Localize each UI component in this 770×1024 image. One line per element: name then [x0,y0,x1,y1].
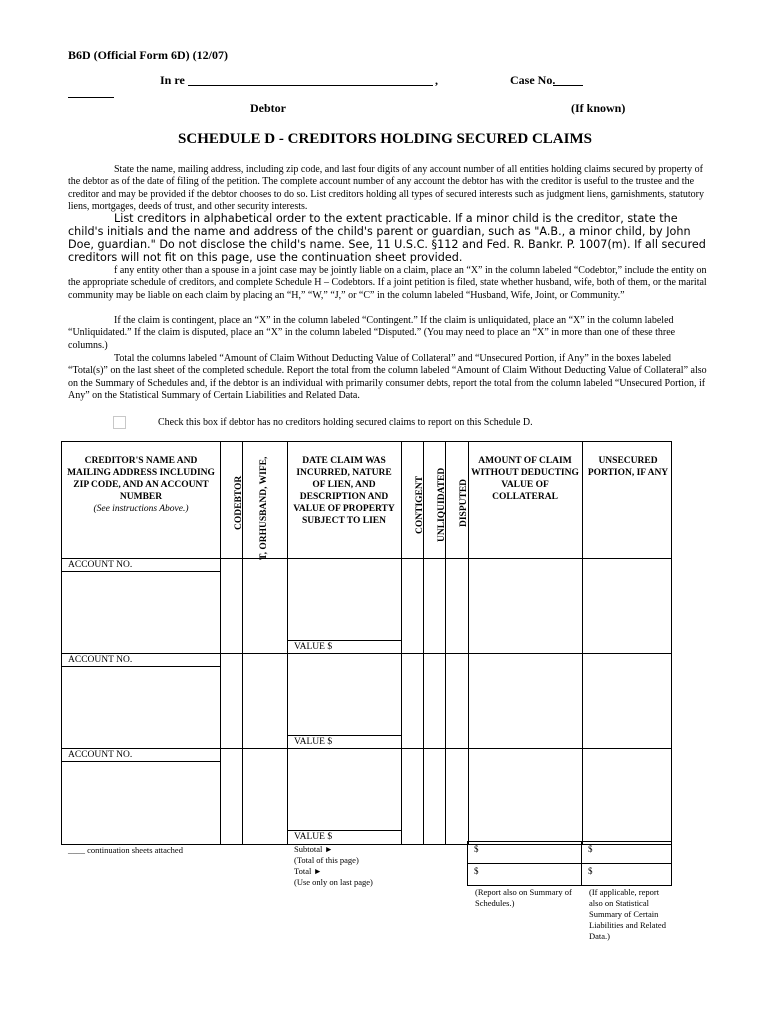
subtotal-unsecured-box[interactable]: $ [581,841,672,864]
continuation-sheets-label: ____ continuation sheets attached [68,845,183,855]
contingent-column-header: CONTIGENT [415,475,425,534]
no-creditors-checkbox[interactable] [113,416,126,429]
total-note: (Use only on last page) [294,877,373,887]
total-label: Total ► [294,866,322,876]
disputed-column-header: DISPUTED [459,478,469,527]
instruction-paragraph-2: List creditors in alphabetical order to the extent practicable. If a minor child is the creditor, state the child's initials and the name and address of the child's parent or guardian, such as "A.B., a minor child, by John Doe, guardian." Do not disclose the child's name. See, 11 U.S.C. §112 and Fed. R. Bankr. P. 1007(m). If all secured creditors will not fit on this page, use the continuation sheet provided. [68,212,706,264]
unsecured-column-header: UNSECURED PORTION, IF ANY [587,456,669,478]
in-re-label: In re [160,73,185,87]
account-no-label: ACCOUNT NO. [68,655,133,665]
account-no-label: ACCOUNT NO. [68,750,133,760]
if-known-label: (If known) [571,101,626,115]
total-amount-box[interactable]: $ [467,863,582,886]
case-no-label: Case No. [510,73,556,87]
debtor-continuation-line[interactable] [68,97,114,98]
unliquidated-column-header: UNLIQUIDATED [437,467,447,542]
date-claim-column-header: DATE CLAIM WAS INCURRED, NATURE OF LIEN, AND DESCRIPTION AND VALUE OF PROPERTY SUBJECT TO LIEN [293,456,395,526]
instruction-paragraph-1: State the name, mailing address, including zip code, and last four digits of any account number of all entities holding claims secured by property of the debtor as of the date of filing of the petition. The complete account number of any account the debtor has with the creditor is useful to the trustee and the creditor and may be provided if the debtor chooses to do so. List creditors holding all types of secured interests such as judgment liens, garnishments, statutory liens, mortgages, deeds of trust, and other security interests. [68,164,704,212]
form-id: B6D (Official Form 6D) (12/07) [68,48,228,62]
codebtor-column-header: CODEBTOR [234,475,244,530]
value-label: VALUE $ [294,737,333,747]
subtotal-note: (Total of this page) [294,855,359,865]
amount-column-header: AMOUNT OF CLAIM WITHOUT DEDUCTING VALUE OF COLLATERAL [471,456,579,502]
value-label: VALUE $ [294,832,333,842]
subtotal-amount-box[interactable]: $ [467,841,582,864]
instruction-paragraph-3: f any entity other than a spouse in a joint case may be jointly liable on a claim, place an “X” in the column labeled “Codebtor,” include the entity on the appropriate schedule of creditors, and complete Schedule H – Codebtors. If a joint petition is filed, state whether husband, wife, both of them, or the marital community may be liable on each claim by placing an “H,” “W,” “J,” or “C” in the column labeled “Husband, Wife, Joint, or Community.” [68,265,707,301]
report-statistical-note: (If applicable, report also on Statistical Summary of Certain Liabilities and Related Data.) [589,887,666,941]
no-creditors-checkbox-label: Check this box if debtor has no creditors holding secured claims to report on this Schedule D. [158,417,533,428]
debtor-label: Debtor [250,101,286,115]
creditor-column-header: CREDITOR'S NAME AND MAILING ADDRESS INCLUDING ZIP CODE, AND AN ACCOUNT NUMBER (See instructions Above.) [67,456,215,514]
in-re-comma: , [435,73,438,87]
total-unsecured-box[interactable]: $ [581,863,672,886]
case-no-line[interactable] [553,85,583,86]
subtotal-label: Subtotal ► [294,844,333,854]
value-label: VALUE $ [294,642,333,652]
instruction-paragraph-4: If the claim is contingent, place an “X” in the column labeled “Contingent.” If the claim is unliquidated, place an “X” in the column labeled “Unliquidated.” If the claim is disputed, place an “X” in the column labeled “Disputed.” (You may need to place an “X” in more than one of these three columns.) [68,315,676,351]
report-summary-note: (Report also on Summary of Schedules.) [475,887,572,908]
account-no-label: ACCOUNT NO. [68,560,133,570]
debtor-name-line[interactable] [188,85,433,86]
husband-wife-column-header: T, ORHUSBAND, WIFE, [259,456,269,560]
page-title: SCHEDULE D - CREDITORS HOLDING SECURED CLAIMS [178,131,592,147]
creditors-table [61,441,672,845]
instruction-paragraph-5: Total the columns labeled “Amount of Claim Without Deducting Value of Collateral” and “Unsecured Portion, if Any” in the boxes labeled “Total(s)” on the last sheet of the completed schedule. Report the total from the column labeled “Amount of Claim Without Deducting Value of Collateral” also on the Summary of Schedules and, if the debtor is an individual with primarily consumer debts, report the total from the column labeled “Unsecured Portion, if Any” on the Statistical Summary of Certain Liabilities and Related Data. [68,353,707,401]
